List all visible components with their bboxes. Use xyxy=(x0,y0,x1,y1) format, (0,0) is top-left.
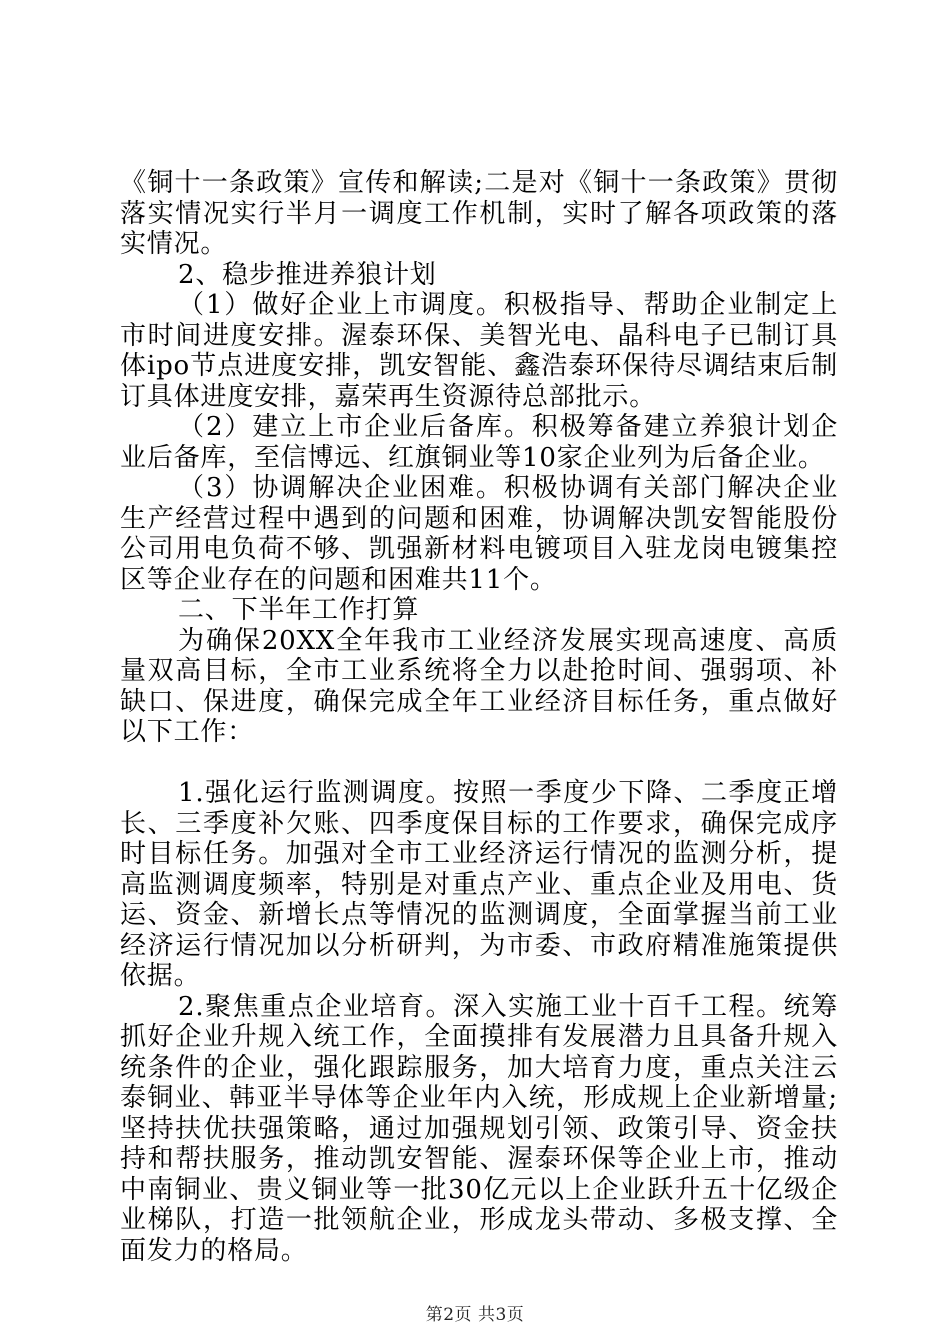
page-number-footer: 第2页 共3页 xyxy=(425,1305,525,1325)
paragraph-reserve-pool: （2）建立上市企业后备库。积极筹备建立养狼计划企业后备库，至信博远、红旗铜业等10家企业列为后备企业。 xyxy=(120,412,838,473)
document-body xyxy=(120,168,838,1266)
paragraph-monitoring: 1.强化运行监测调度。按照一季度少下降、二季度正增长、三季度补欠账、四季度保目标的工作要求，确保完成序时目标任务。加强对全市工业经济运行情况的监测分析，提高监测调度频率，特别是对重点产业、重点企业及用电、货运、资金、新增长点等情况的监测调度，全面掌握当前工业经济运行情况加以分析研判，为市委、市政府精准施策提供依据。 xyxy=(120,778,838,991)
paragraph-spacer xyxy=(120,748,838,779)
section-heading-wolf-plan: 2、稳步推进养狼计划 xyxy=(178,259,437,290)
paragraph-policy-continuation: 《铜十一条政策》宣传和解读;二是对《铜十一条政策》贯彻落实情况实行半月一调度工作机制，实时了解各项政策的落实情况。 xyxy=(120,168,838,259)
paragraph-annual-goal: 为确保20XX全年我市工业经济发展实现高速度、高质量双高目标，全市工业系统将全力以赴抢时间、强弱项、补缺口、保进度，确保完成全年工业经济目标任务，重点做好以下工作： xyxy=(120,625,838,747)
paragraph-coordinate-difficulties: （3）协调解决企业困难。积极协调有关部门解决企业生产经营过程中遇到的问题和困难，协调解决凯安智能股份公司用电负荷不够、凯强新材料电镀项目入驻龙岗电镀集控区等企业存在的问题和困难共11个。 xyxy=(120,473,838,595)
section-heading-second-half: 二、下半年工作打算 xyxy=(178,595,420,625)
paragraph-key-enterprises: 2.聚焦重点企业培育。深入实施工业十百千工程。统筹抓好企业升规入统工作，全面摸排有发展潜力且具备升规入统条件的企业，强化跟踪服务，加大培育力度，重点关注云泰铜业、韩亚半导体等企业年内入统，形成规上企业新增量;坚持扶优扶强策略，通过加强规划引领、政策引导、资金扶持和帮扶服务，推动凯安智能、渥泰环保等企业上市，推动中南铜业、贵义铜业等一批30亿元以上企业跃升五十亿级企业梯队，打造一批领航企业，形成龙头带动、多极支撑、全面发力的格局。 xyxy=(120,991,838,1266)
paragraph-listing-schedule: （1）做好企业上市调度。积极指导、帮助企业制定上市时间进度安排。渥泰环保、美智光电、晶科电子已制订具体ipo节点进度安排，凯安智能、鑫浩泰环保待尽调结束后制订具体进度安排，嘉荣再生资源待总部批示。 xyxy=(120,290,838,412)
